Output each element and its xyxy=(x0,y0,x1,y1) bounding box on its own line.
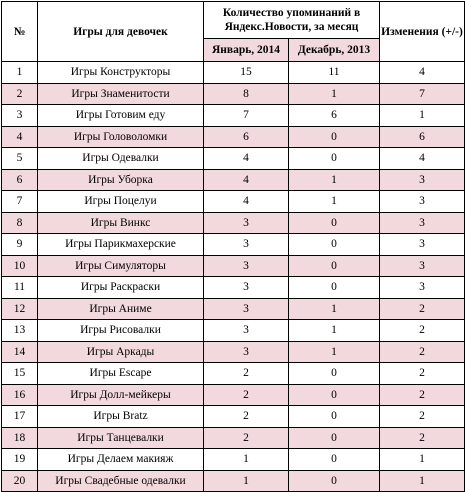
row-change-value: 1 xyxy=(380,105,465,127)
row-number: 14 xyxy=(2,341,38,363)
row-december-value: 1 xyxy=(289,320,380,342)
row-december-value: 6 xyxy=(289,105,380,127)
row-december-value: 1 xyxy=(289,341,380,363)
table-row xyxy=(2,341,465,363)
table-row xyxy=(2,62,465,84)
header-december: Декабрь, 2013 xyxy=(289,39,380,62)
row-game-name: Игры Знаменитости xyxy=(38,83,204,105)
row-game-name: Игры Долл-мейкеры xyxy=(38,384,204,406)
header-change: Изменения (+/-) xyxy=(380,2,465,62)
row-number: 20 xyxy=(2,470,38,492)
row-change-value: 3 xyxy=(380,234,465,256)
table-row xyxy=(2,277,465,299)
row-january-value: 2 xyxy=(204,406,289,428)
row-number: 17 xyxy=(2,406,38,428)
row-change-value: 2 xyxy=(380,320,465,342)
row-january-value: 3 xyxy=(204,234,289,256)
row-january-value: 2 xyxy=(204,363,289,385)
table-row xyxy=(2,148,465,170)
table-row xyxy=(2,126,465,148)
row-december-value: 0 xyxy=(289,148,380,170)
row-number: 5 xyxy=(2,148,38,170)
row-january-value: 4 xyxy=(204,169,289,191)
table-row xyxy=(2,406,465,428)
row-december-value: 1 xyxy=(289,83,380,105)
row-december-value: 0 xyxy=(289,234,380,256)
row-december-value: 0 xyxy=(289,470,380,492)
row-game-name: Игры Симуляторы xyxy=(38,255,204,277)
table-row xyxy=(2,427,465,449)
row-december-value: 0 xyxy=(289,363,380,385)
row-change-value: 2 xyxy=(380,363,465,385)
row-december-value: 0 xyxy=(289,384,380,406)
table-row xyxy=(2,169,465,191)
row-change-value: 3 xyxy=(380,191,465,213)
row-number: 1 xyxy=(2,62,38,84)
table-row xyxy=(2,470,465,492)
row-game-name: Игры Готовим еду xyxy=(38,105,204,127)
row-change-value: 4 xyxy=(380,148,465,170)
row-number: 10 xyxy=(2,255,38,277)
table-row xyxy=(2,449,465,471)
row-january-value: 3 xyxy=(204,255,289,277)
row-number: 18 xyxy=(2,427,38,449)
row-game-name: Игры Винкс xyxy=(38,212,204,234)
row-number: 15 xyxy=(2,363,38,385)
row-game-name: Игры Свадебные одевалки xyxy=(38,470,204,492)
row-number: 12 xyxy=(2,298,38,320)
row-change-value: 2 xyxy=(380,384,465,406)
row-january-value: 1 xyxy=(204,470,289,492)
row-change-value: 1 xyxy=(380,449,465,471)
table-row xyxy=(2,320,465,342)
row-january-value: 15 xyxy=(204,62,289,84)
row-december-value: 1 xyxy=(289,191,380,213)
row-december-value: 1 xyxy=(289,169,380,191)
row-game-name: Игры Bratz xyxy=(38,406,204,428)
row-december-value: 0 xyxy=(289,255,380,277)
row-game-name: Игры Конструкторы xyxy=(38,62,204,84)
row-game-name: Игры Рисовалки xyxy=(38,320,204,342)
row-number: 9 xyxy=(2,234,38,256)
row-december-value: 0 xyxy=(289,277,380,299)
row-december-value: 11 xyxy=(289,62,380,84)
row-number: 11 xyxy=(2,277,38,299)
row-game-name: Игры Escape xyxy=(38,363,204,385)
row-change-value: 6 xyxy=(380,126,465,148)
row-change-value: 7 xyxy=(380,83,465,105)
row-game-name: Игры Головоломки xyxy=(38,126,204,148)
table-row xyxy=(2,234,465,256)
row-number: 3 xyxy=(2,105,38,127)
row-game-name: Игры Поцелуи xyxy=(38,191,204,213)
header-january: Январь, 2014 xyxy=(204,39,289,62)
row-number: 4 xyxy=(2,126,38,148)
row-game-name: Игры Парикмахерские xyxy=(38,234,204,256)
row-january-value: 2 xyxy=(204,427,289,449)
row-january-value: 8 xyxy=(204,83,289,105)
row-change-value: 2 xyxy=(380,406,465,428)
row-change-value: 3 xyxy=(380,277,465,299)
row-january-value: 4 xyxy=(204,148,289,170)
table-row xyxy=(2,255,465,277)
row-january-value: 2 xyxy=(204,384,289,406)
table-row xyxy=(2,212,465,234)
row-game-name: Игры Аркады xyxy=(38,341,204,363)
table-row xyxy=(2,298,465,320)
row-number: 6 xyxy=(2,169,38,191)
row-december-value: 0 xyxy=(289,406,380,428)
row-change-value: 3 xyxy=(380,212,465,234)
row-change-value: 1 xyxy=(380,470,465,492)
row-number: 13 xyxy=(2,320,38,342)
row-december-value: 1 xyxy=(289,298,380,320)
row-game-name: Игры Уборка xyxy=(38,169,204,191)
row-january-value: 3 xyxy=(204,277,289,299)
row-number: 8 xyxy=(2,212,38,234)
row-game-name: Игры Раскраски xyxy=(38,277,204,299)
row-number: 16 xyxy=(2,384,38,406)
row-january-value: 6 xyxy=(204,126,289,148)
row-january-value: 1 xyxy=(204,449,289,471)
row-january-value: 3 xyxy=(204,320,289,342)
row-game-name: Игры Делаем макияж xyxy=(38,449,204,471)
table-row xyxy=(2,191,465,213)
row-january-value: 3 xyxy=(204,341,289,363)
row-game-name: Игры Танцевалки xyxy=(38,427,204,449)
row-change-value: 2 xyxy=(380,341,465,363)
row-change-value: 3 xyxy=(380,169,465,191)
table-body xyxy=(2,62,465,492)
row-change-value: 3 xyxy=(380,255,465,277)
row-number: 19 xyxy=(2,449,38,471)
row-number: 2 xyxy=(2,83,38,105)
row-december-value: 0 xyxy=(289,427,380,449)
table-row xyxy=(2,384,465,406)
row-december-value: 0 xyxy=(289,126,380,148)
header-num: № xyxy=(2,2,38,62)
row-december-value: 0 xyxy=(289,449,380,471)
table-row xyxy=(2,105,465,127)
row-january-value: 7 xyxy=(204,105,289,127)
row-change-value: 2 xyxy=(380,298,465,320)
row-change-value: 4 xyxy=(380,62,465,84)
header-name: Игры для девочек xyxy=(38,2,204,62)
header-mentions: Количество упоминаний в Яндекс.Новости, за месяц xyxy=(204,2,380,39)
row-december-value: 0 xyxy=(289,212,380,234)
row-number: 7 xyxy=(2,191,38,213)
row-january-value: 3 xyxy=(204,298,289,320)
row-change-value: 2 xyxy=(380,427,465,449)
row-game-name: Игры Одевалки xyxy=(38,148,204,170)
table-row xyxy=(2,83,465,105)
row-january-value: 4 xyxy=(204,191,289,213)
table-row xyxy=(2,363,465,385)
game-mentions-table xyxy=(1,1,465,492)
row-january-value: 3 xyxy=(204,212,289,234)
row-game-name: Игры Аниме xyxy=(38,298,204,320)
